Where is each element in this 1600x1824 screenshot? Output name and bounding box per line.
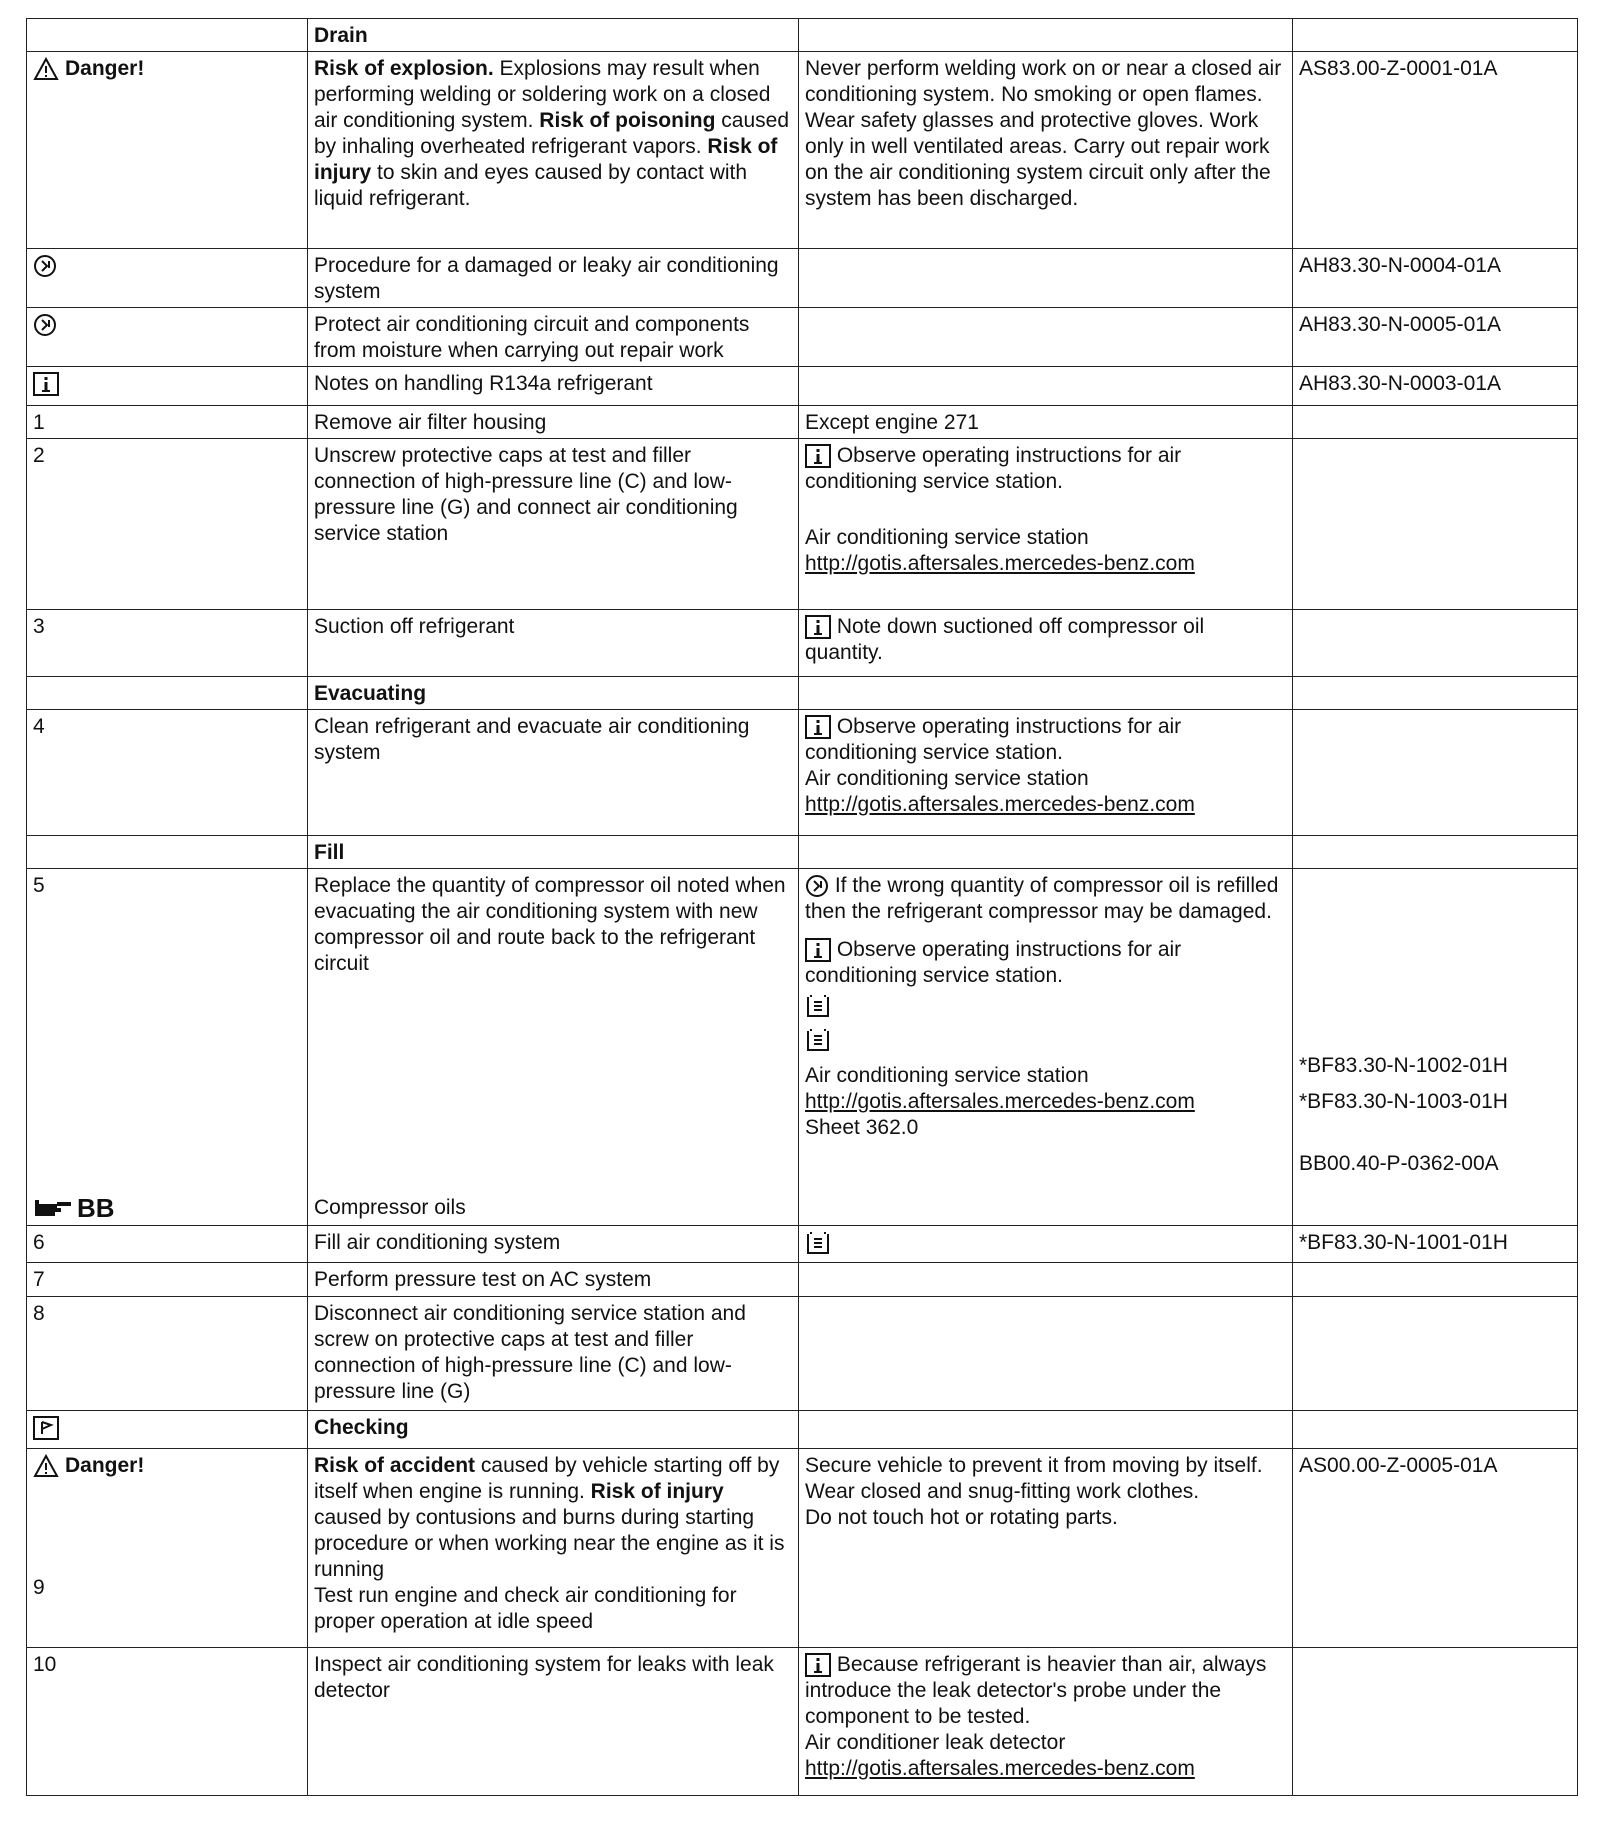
danger-description: Risk of accident caused by vehicle starting off by itself when engine is running. Risk of injury caused by contusions and burns during starting procedure or when working near the engine as it is running: [314, 1454, 785, 1581]
info-box-icon: [805, 444, 831, 468]
table-row: [27, 367, 1578, 406]
step-number: 1: [27, 406, 308, 439]
document-ref: AS83.00-Z-0001-01A: [1293, 52, 1578, 249]
section-heading-checking: Checking: [308, 1411, 799, 1449]
step-text: Test run engine and check air conditioning for proper operation at idle speed: [314, 1584, 737, 1633]
info-note: Observe operating instructions for air conditioning service station.: [805, 938, 1182, 987]
note-text: Protect air conditioning circuit and components from moisture when carrying out repair work: [308, 308, 799, 367]
tool-name: Air conditioning service station: [805, 1064, 1089, 1087]
pointing-hand-icon: [33, 1196, 73, 1220]
document-ref: AH83.30-N-0004-01A: [1293, 249, 1578, 308]
caution-note: If the wrong quantity of compressor oil is refilled then the refrigerant compressor may be damaged.: [805, 874, 1279, 923]
table-row: [27, 836, 1578, 869]
section-heading-drain: Drain: [308, 19, 799, 52]
tool-link[interactable]: http://gotis.aftersales.mercedes-benz.com: [805, 1090, 1195, 1113]
info-box-icon: [805, 1653, 831, 1677]
tool-link[interactable]: http://gotis.aftersales.mercedes-benz.com: [805, 793, 1195, 816]
table-row: [27, 1263, 1578, 1297]
bb-reference-label: BB: [33, 1195, 115, 1221]
danger-description: Risk of explosion. Explosions may result when performing welding or soldering work on a closed air conditioning system. Risk of poisoning caused by inhaling overheated refrigerant vapors. Risk of injury to skin and eyes caused by contact with liquid refrigerant.: [308, 52, 799, 249]
step-text: Clean refrigerant and evacuate air conditioning system: [308, 710, 799, 836]
safety-measure: Wear closed and snug-fitting work clothes.: [805, 1480, 1200, 1503]
info-box-icon: [805, 615, 831, 639]
document-ref: *BF83.30-N-1003-01H: [1299, 1090, 1508, 1113]
safety-measure: Secure vehicle to prevent it from moving by itself.: [805, 1454, 1263, 1477]
step-number: 10: [27, 1648, 308, 1796]
document-ref: BB00.40-P-0362-00A: [1299, 1152, 1499, 1175]
info-note: Note down suctioned off compressor oil quantity.: [805, 615, 1205, 664]
note-text: Notes on handling R134a refrigerant: [308, 367, 799, 406]
table-row: [27, 1648, 1578, 1796]
section-heading-fill: Fill: [308, 836, 799, 869]
tool-name: Air conditioning service station: [805, 526, 1089, 549]
table-row: [27, 1297, 1578, 1411]
step-text: Inspect air conditioning system for leaks with leak detector: [308, 1648, 799, 1796]
step-text: Remove air filter housing: [308, 406, 799, 439]
danger-label: Danger!: [33, 1453, 301, 1479]
table-row: [27, 1226, 1578, 1263]
table-row: [27, 710, 1578, 836]
tool-name: Air conditioning service station: [805, 767, 1089, 790]
note-text: Procedure for a damaged or leaky air conditioning system: [308, 249, 799, 308]
step-text: Suction off refrigerant: [308, 610, 799, 677]
step-number: 9: [33, 1576, 45, 1599]
step-number: 4: [27, 710, 308, 836]
step-number: 5: [33, 874, 45, 897]
info-box-icon: [805, 715, 831, 739]
document-ref: AH83.30-N-0003-01A: [1293, 367, 1578, 406]
info-box-icon: [805, 938, 831, 962]
bb-text: Compressor oils: [314, 1196, 466, 1219]
document-ref: AS00.00-Z-0005-01A: [1293, 1449, 1578, 1648]
step-text: Fill air conditioning system: [308, 1226, 799, 1263]
info-note: Observe operating instructions for air conditioning service station.: [805, 444, 1182, 493]
workshop-manual-icon: [805, 994, 831, 1018]
table-row: [27, 1411, 1578, 1449]
table-row: [27, 439, 1578, 610]
table-row: [27, 52, 1578, 249]
table-row: [27, 869, 1578, 1226]
step-text: Disconnect air conditioning service station and screw on protective caps at test and filler connection of high-pressure line (C) and low-pressure line (G): [308, 1297, 799, 1411]
info-note: Because refrigerant is heavier than air, always introduce the leak detector's probe under the component to be tested.: [805, 1653, 1267, 1728]
step-note: Except engine 271: [799, 406, 1293, 439]
caution-circle-icon: [805, 874, 829, 898]
table-row: [27, 406, 1578, 439]
section-heading-evacuating: Evacuating: [308, 677, 799, 710]
tool-link[interactable]: http://gotis.aftersales.mercedes-benz.com: [805, 552, 1195, 575]
table-row: [27, 308, 1578, 367]
step-number: 3: [27, 610, 308, 677]
checking-flag-icon: [33, 1416, 59, 1440]
danger-label: Danger!: [33, 56, 301, 82]
caution-circle-icon: [33, 254, 57, 278]
step-number: 2: [27, 439, 308, 610]
step-number: 6: [27, 1226, 308, 1263]
info-box-icon: [33, 372, 59, 396]
caution-circle-icon: [33, 313, 57, 337]
warning-triangle-icon: [33, 1454, 59, 1478]
table-row: [27, 677, 1578, 710]
document-ref: *BF83.30-N-1001-01H: [1293, 1226, 1578, 1263]
document-ref: AH83.30-N-0005-01A: [1293, 308, 1578, 367]
workshop-manual-icon: [805, 1028, 831, 1052]
bb-sheet: Sheet 362.0: [805, 1116, 919, 1139]
warning-triangle-icon: [33, 57, 59, 81]
table-row: [27, 249, 1578, 308]
workshop-manual-icon: [805, 1231, 831, 1255]
safety-measure: Do not touch hot or rotating parts.: [805, 1506, 1118, 1529]
tool-name: Air conditioner leak detector: [805, 1731, 1066, 1754]
step-text: Perform pressure test on AC system: [308, 1263, 799, 1297]
safety-measures: Never perform welding work on or near a closed air conditioning system. No smoking or open flames. Wear safety glasses and protective gloves. Work only in well ventilated areas. Carry out repair work on the air conditioning system circuit only after the system has been discharged.: [799, 52, 1293, 249]
step-text: Replace the quantity of compressor oil noted when evacuating the air conditioning system with new compressor oil and route back to the refrigerant circuit: [314, 874, 786, 975]
table-row: [27, 610, 1578, 677]
step-number: 8: [27, 1297, 308, 1411]
tool-link[interactable]: http://gotis.aftersales.mercedes-benz.com: [805, 1757, 1195, 1780]
table-row: [27, 19, 1578, 52]
table-row: [27, 1449, 1578, 1648]
info-note: Observe operating instructions for air conditioning service station.: [805, 715, 1182, 764]
step-number: 7: [27, 1263, 308, 1297]
procedure-table: [26, 18, 1578, 1796]
step-text: Unscrew protective caps at test and filler connection of high-pressure line (C) and low-pressure line (G) and connect air conditioning service station: [308, 439, 799, 610]
document-ref: *BF83.30-N-1002-01H: [1299, 1054, 1508, 1077]
